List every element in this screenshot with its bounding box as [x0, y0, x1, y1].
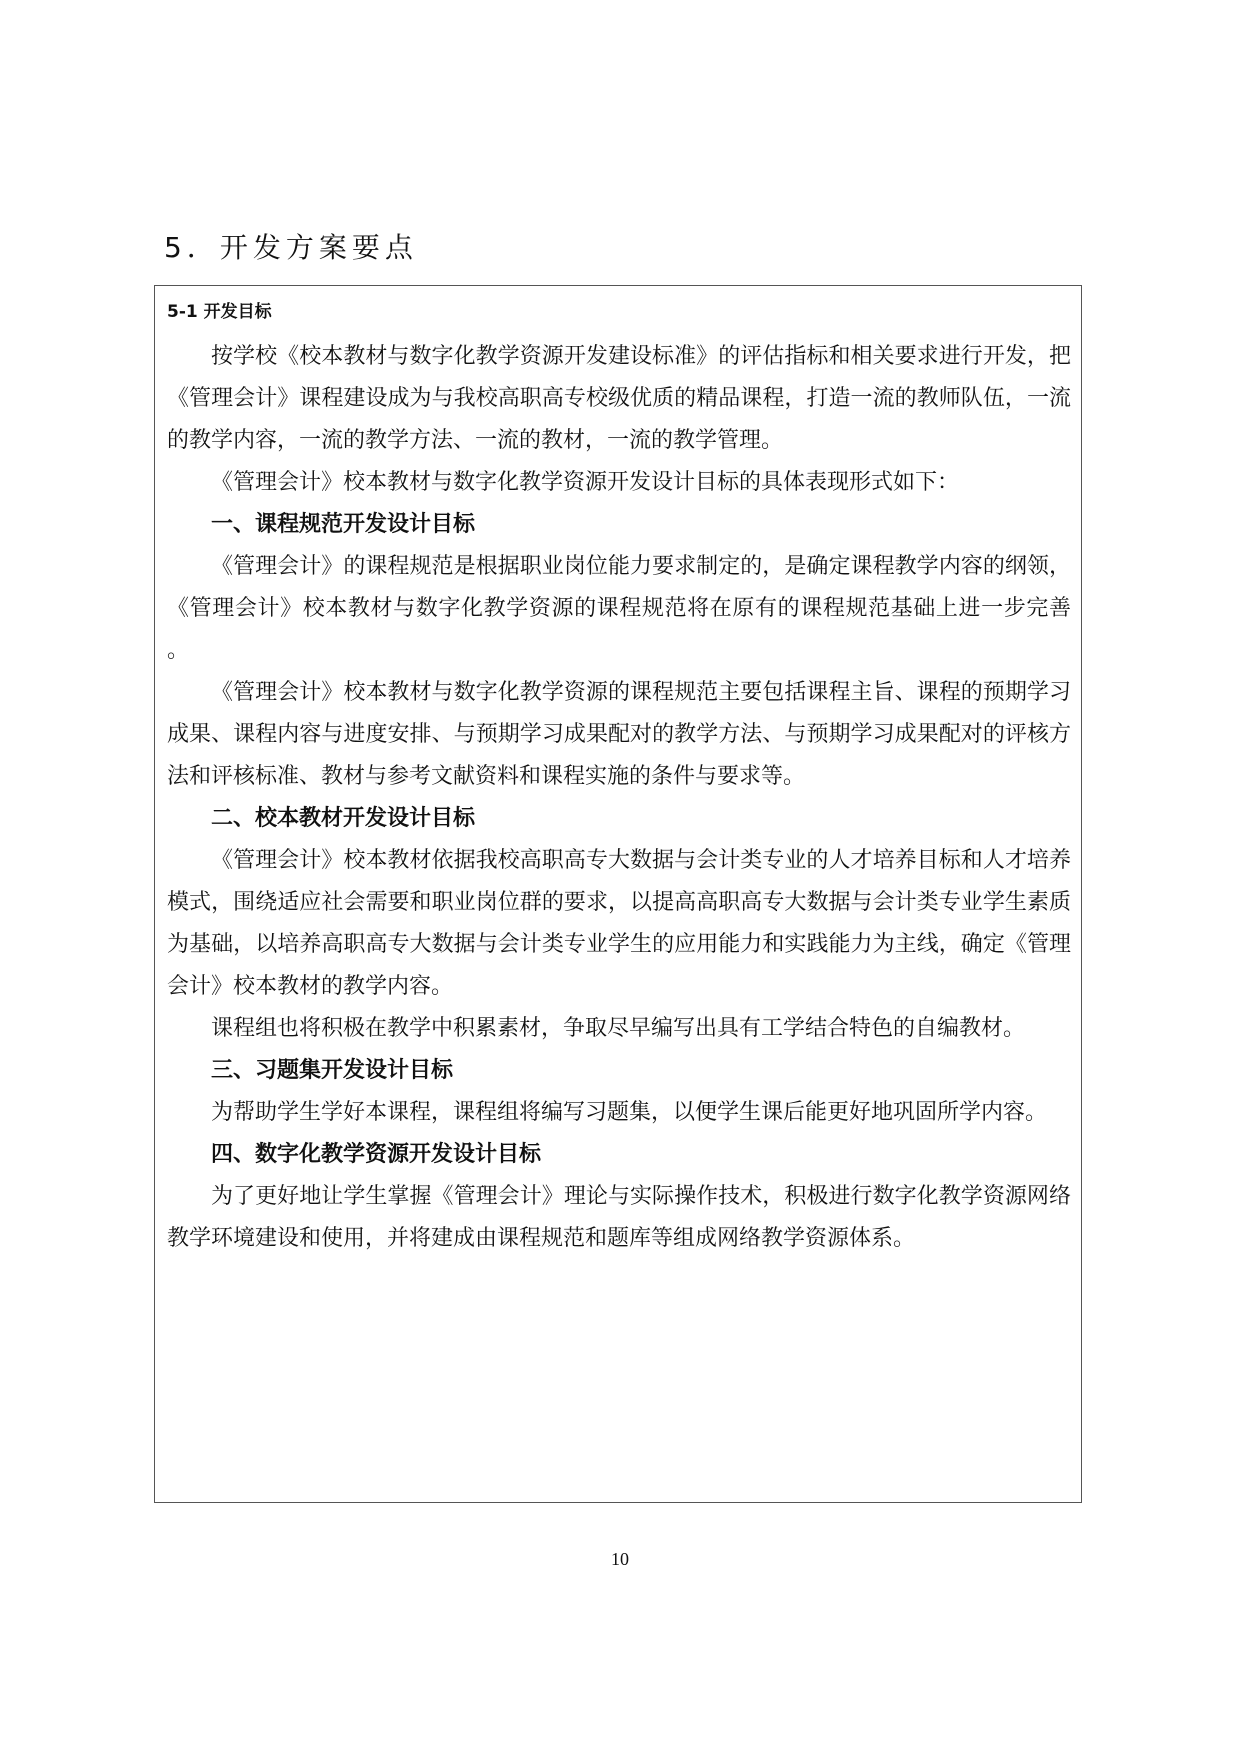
paragraph: 为帮助学生学好本课程，课程组将编写习题集，以便学生课后能更好地巩固所学内容。 — [211, 1100, 1048, 1125]
paragraph-heading: 四、数字化教学资源开发设计目标 — [211, 1142, 542, 1167]
paragraph: 为了更好地让学生掌握《管理会计》理论与实际操作技术，积极进行数字化教学资源网络教学环境建设和使用，并将建成由课程规范和题库等组成网络教学资源体系。 — [167, 1184, 1071, 1251]
paragraph-heading: 三、习题集开发设计目标 — [211, 1058, 454, 1083]
paragraph: 《管理会计》校本教材与数字化教学资源开发设计目标的具体表现形式如下： — [211, 470, 960, 495]
paragraph: 按学校《校本教材与数字化教学资源开发建设标准》的评估指标和相关要求进行开发，把《管理会计》课程建设成为与我校高职高专校级优质的精品课程，打造一流的教师队伍，一流的教学内容，一流的教学方法、一流的教材，一流的教学管理。 — [167, 344, 1071, 453]
paragraph-heading: 一、课程规范开发设计目标 — [211, 512, 476, 537]
paragraph: 课程组也将积极在教学中积累素材，争取尽早编写出具有工学结合特色的自编教材。 — [211, 1016, 1026, 1041]
paragraph-heading: 二、校本教材开发设计目标 — [211, 806, 476, 831]
paragraph: 《管理会计》校本教材与数字化教学资源的课程规范主要包括课程主旨、课程的预期学习成果、课程内容与进度安排、与预期学习成果配对的教学方法、与预期学习成果配对的评核方法和评核标准、教材与参考文献资料和课程实施的条件与要求等。 — [167, 680, 1071, 789]
content-box — [154, 285, 1082, 1503]
paragraph: 《管理会计》校本教材依据我校高职高专大数据与会计类专业的人才培养目标和人才培养模式，围绕适应社会需要和职业岗位群的要求，以提高高职高专大数据与会计类专业学生素质为基础，以培养高职高专大数据与会计类专业学生的应用能力和实践能力为主线，确定《管理会计》校本教材的教学内容。 — [167, 848, 1071, 999]
subsection-label: 5-1 开发目标 — [167, 302, 272, 322]
paragraph: 《管理会计》的课程规范是根据职业岗位能力要求制定的，是确定课程教学内容的纲领，《管理会计》校本教材与数字化教学资源的课程规范将在原有的课程规范基础上进一步完善 。 — [167, 554, 1071, 663]
body-text — [167, 336, 1071, 1260]
section-title: 5．开发方案要点 — [164, 231, 418, 264]
page-number: 10 — [611, 1549, 629, 1569]
